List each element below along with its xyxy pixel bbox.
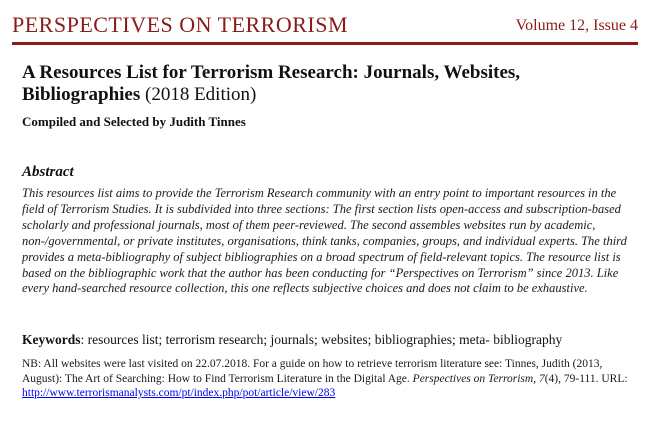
title-edition: (2018 Edition) (145, 84, 257, 105)
journal-name: PERSPECTIVES ON TERRORISM (12, 12, 349, 37)
author-line: Compiled and Selected by Judith Tinnes (22, 114, 246, 129)
note (22, 357, 634, 401)
abstract-text: This resources list aims to provide the Terrorism Research community with an entry point to important resources in the field of Terrorism Studies. It is subdivided into three sections: The first section lists open-access and subscription-based scholarly and professional journals, most of them peer-reviewed. The second assembles websites run by academic, non-/governmental, or private institutes, organisations, think tanks, companies, groups, and individual experts. The third provides a meta-bibliography of subject bibliographies on a broad spectrum of field-relevant topics. The resource list is based on the bibliographic work that the author has been conducting for “Perspectives on Terrorism” since 2013. Like every hand-searched resource collection, this one reflects subjective choices and does not claim to be exhaustive. (22, 186, 627, 296)
keywords-label: Keywords (22, 332, 81, 347)
abstract-heading: Abstract (22, 164, 74, 180)
page-header (12, 12, 638, 38)
note-url-link[interactable]: http://www.terrorismanalysts.com/pt/index.php/pot/article/view/283 (22, 387, 336, 400)
issue-number: Volume 12, Issue 4 (515, 17, 638, 34)
note-text: NB: All websites were last visited on 22.07.2018. For a guide on how to retrieve terrorism literature see: Tinnes, Judith (2013, August): The Art of Searching: How to Find Terrorism Literature in the Digital Age. (22, 358, 603, 385)
note-sep: , (533, 372, 539, 385)
note-pages: (4), 79-111. URL: (544, 372, 628, 385)
note-volume: 7 (538, 372, 545, 385)
title-text: A Resources List for Terrorism Research: Journals, Websites, Bibliographies (22, 62, 521, 105)
note-journal: Perspectives on Terrorism (412, 372, 534, 385)
header-rule (12, 42, 638, 45)
keywords (22, 332, 632, 348)
keywords-text: : resources list; terrorism research; journals; websites; bibliographies; meta- bibliography (80, 332, 563, 347)
article-title (22, 62, 632, 106)
